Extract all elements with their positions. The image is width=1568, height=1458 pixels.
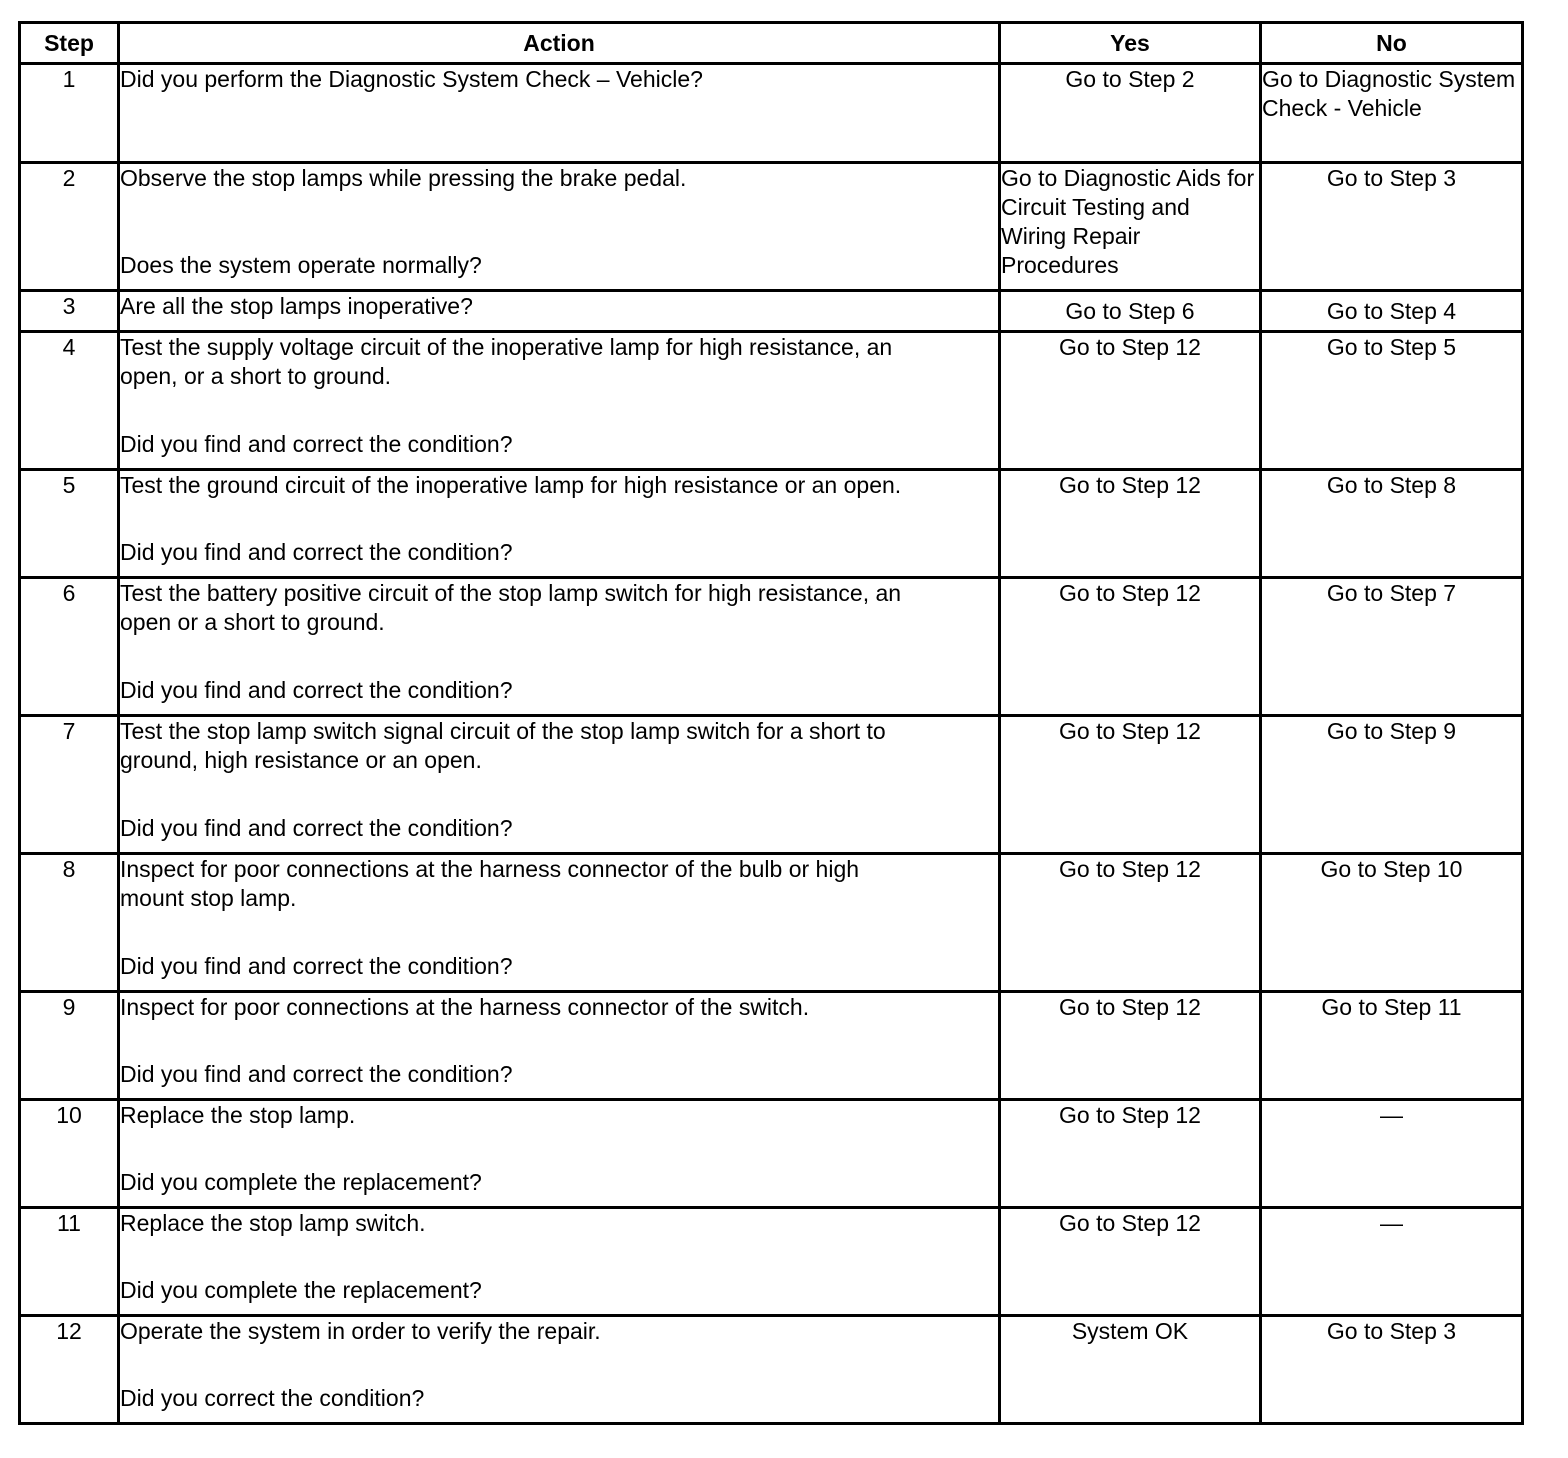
action-text: Are all the stop lamps inoperative? [120,293,473,319]
step-number: 2 [20,163,119,291]
yes-result: Go to Step 12 [1000,992,1261,1100]
action-cell [119,716,1000,854]
action-text: ground, high resistance or an open. [120,747,482,773]
action-question: Did you find and correct the condition? [120,1061,513,1087]
table-body [20,64,1523,1424]
yes-result: Go to Diagnostic Aids for Circuit Testing and Wiring Repair Procedures [1000,163,1261,291]
action-question: Did you find and correct the condition? [120,539,513,565]
table-row [20,578,1523,716]
header-step: Step [20,23,119,64]
table-row [20,64,1523,163]
action-question: Did you find and correct the condition? [120,815,513,841]
yes-result: Go to Step 12 [1000,470,1261,578]
table-row [20,1100,1523,1208]
action-question: Did you correct the condition? [120,1385,425,1411]
action-text: Observe the stop lamps while pressing the brake pedal. [120,165,687,191]
action-text: mount stop lamp. [120,885,297,911]
step-number: 9 [20,992,119,1100]
action-text: Test the stop lamp switch signal circuit of the stop lamp switch for a short to [120,718,886,744]
action-text: open, or a short to ground. [120,363,392,389]
action-cell [119,64,1000,163]
no-result: Go to Diagnostic System Check - Vehicle [1261,64,1523,163]
action-text: Did you perform the Diagnostic System Check – Vehicle? [120,66,703,92]
step-number: 1 [20,64,119,163]
no-result: — [1261,1100,1523,1208]
action-text: Operate the system in order to verify the repair. [120,1318,601,1344]
action-question: Did you complete the replacement? [120,1277,482,1303]
action-cell [119,291,1000,332]
action-text: Test the supply voltage circuit of the inoperative lamp for high resistance, an [120,334,893,360]
action-cell [119,1100,1000,1208]
table-row [20,716,1523,854]
step-number: 3 [20,291,119,332]
table-row [20,470,1523,578]
step-number: 10 [20,1100,119,1208]
yes-result: Go to Step 12 [1000,1100,1261,1208]
action-question: Did you find and correct the condition? [120,953,513,979]
yes-result: Go to Step 12 [1000,332,1261,470]
action-question: Did you complete the replacement? [120,1169,482,1195]
yes-result: Go to Step 2 [1000,64,1261,163]
no-result: — [1261,1208,1523,1316]
header-action: Action [119,23,1000,64]
table-row [20,992,1523,1100]
no-result: Go to Step 10 [1261,854,1523,992]
diagnostic-table [18,21,1524,1425]
yes-result: Go to Step 12 [1000,854,1261,992]
no-result: Go to Step 5 [1261,332,1523,470]
action-text: Inspect for poor connections at the harness connector of the bulb or high [120,856,860,882]
no-result: Go to Step 8 [1261,470,1523,578]
no-result: Go to Step 3 [1261,1316,1523,1424]
action-cell [119,854,1000,992]
header-row [20,23,1523,64]
yes-result: Go to Step 12 [1000,1208,1261,1316]
yes-result: Go to Step 12 [1000,716,1261,854]
table-row [20,332,1523,470]
step-number: 6 [20,578,119,716]
table-row [20,854,1523,992]
yes-result: System OK [1000,1316,1261,1424]
yes-result: Go to Step 12 [1000,578,1261,716]
no-result: Go to Step 7 [1261,578,1523,716]
action-question: Does the system operate normally? [120,252,482,278]
action-text: Test the ground circuit of the inoperative lamp for high resistance or an open. [120,472,902,498]
no-result: Go to Step 3 [1261,163,1523,291]
step-number: 4 [20,332,119,470]
action-text: Replace the stop lamp. [120,1102,356,1128]
action-cell [119,470,1000,578]
table-row [20,291,1523,332]
step-number: 8 [20,854,119,992]
action-cell [119,163,1000,291]
no-result: Go to Step 9 [1261,716,1523,854]
action-question: Did you find and correct the condition? [120,431,513,457]
action-text: Test the battery positive circuit of the stop lamp switch for high resistance, an [120,580,902,606]
header-yes: Yes [1000,23,1261,64]
table-row [20,1208,1523,1316]
header-no: No [1261,23,1523,64]
action-cell [119,578,1000,716]
no-result: Go to Step 11 [1261,992,1523,1100]
action-text: open or a short to ground. [120,609,385,635]
table-row [20,1316,1523,1424]
step-number: 5 [20,470,119,578]
action-text: Replace the stop lamp switch. [120,1210,426,1236]
no-result: Go to Step 4 [1261,291,1523,332]
action-cell [119,992,1000,1100]
step-number: 7 [20,716,119,854]
yes-result: Go to Step 6 [1000,291,1261,332]
step-number: 12 [20,1316,119,1424]
action-text: Inspect for poor connections at the harness connector of the switch. [120,994,810,1020]
action-question: Did you find and correct the condition? [120,677,513,703]
action-cell [119,1208,1000,1316]
step-number: 11 [20,1208,119,1316]
action-cell [119,1316,1000,1424]
action-cell [119,332,1000,470]
table-row [20,163,1523,291]
